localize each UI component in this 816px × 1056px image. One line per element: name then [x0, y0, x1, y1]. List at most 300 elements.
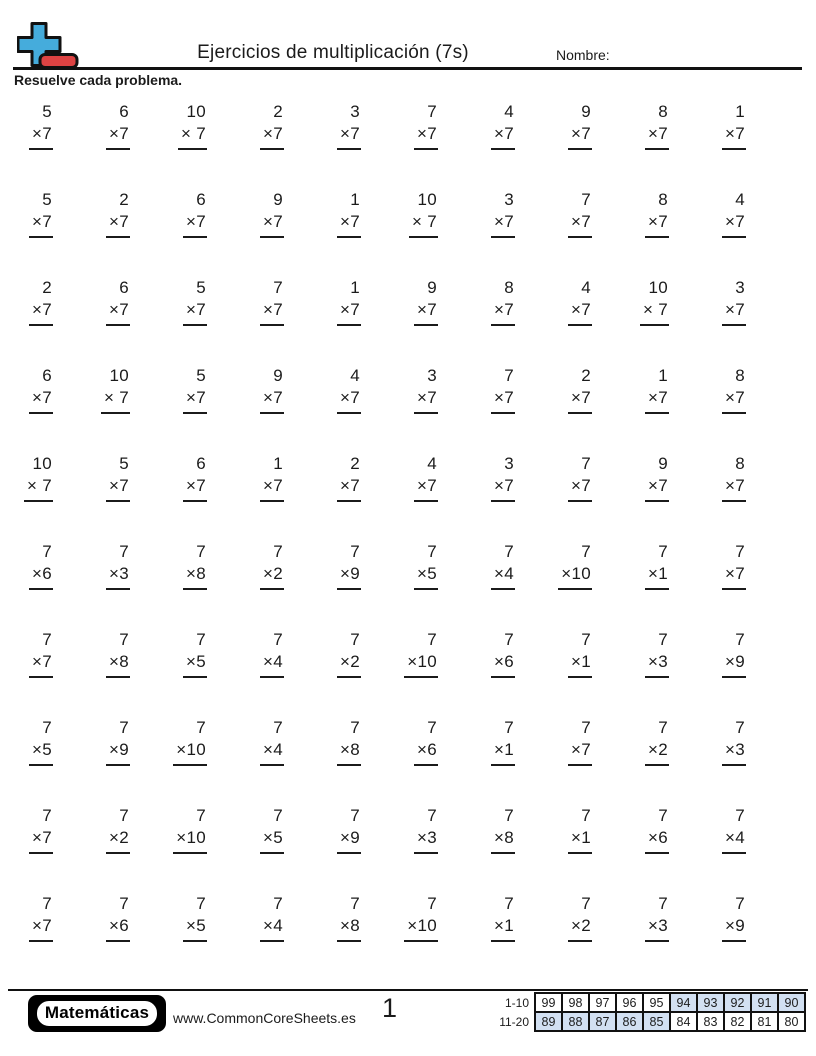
- multiplication-problem: [568, 189, 592, 238]
- problem-cell: [539, 805, 616, 893]
- multiplicand: 5: [196, 366, 206, 385]
- multiplication-problem: [491, 277, 515, 326]
- score-range-label: 11-20: [499, 1014, 529, 1029]
- multiplier: ×7: [725, 300, 745, 319]
- problem-cell: [77, 717, 154, 805]
- multiplication-problem: [260, 717, 284, 766]
- problem-cell: [231, 453, 308, 541]
- multiplicand: 7: [735, 718, 745, 737]
- multiplication-problem: [106, 629, 130, 678]
- multiplicand: 9: [581, 102, 591, 121]
- problem-cell: [0, 893, 77, 981]
- multiplicand: 7: [350, 630, 360, 649]
- problem-cell: [154, 629, 231, 717]
- score-cell: 85: [643, 1012, 670, 1031]
- multiplication-problem: [491, 805, 515, 854]
- problem-cell: [385, 365, 462, 453]
- problem-cell: [616, 189, 693, 277]
- multiplication-problem: [173, 805, 207, 854]
- multiplicand: 1: [350, 190, 360, 209]
- problem-cell: [693, 189, 770, 277]
- multiplication-problem: [183, 277, 207, 326]
- score-cell: 86: [616, 1012, 643, 1031]
- multiplier: ×7: [417, 388, 437, 407]
- multiplication-problem: [722, 365, 746, 414]
- multiplier: ×7: [263, 212, 283, 231]
- multiplicand: 7: [427, 806, 437, 825]
- multiplier: ×7: [32, 212, 52, 231]
- multiplicand: 10: [109, 366, 129, 385]
- multiplication-problem: [414, 277, 438, 326]
- multiplier: ×3: [648, 652, 668, 671]
- problem-cell: [693, 717, 770, 805]
- score-table-body: [493, 993, 805, 1031]
- multiplicand: 7: [581, 806, 591, 825]
- multiplication-problem: [29, 893, 53, 942]
- score-cell: 80: [778, 1012, 805, 1031]
- multiplicand: 7: [658, 718, 668, 737]
- multiplier: ×7: [109, 476, 129, 495]
- problem-cell: [0, 541, 77, 629]
- multiplier: ×4: [263, 916, 283, 935]
- multiplication-problem: [260, 101, 284, 150]
- multiplicand: 1: [350, 278, 360, 297]
- multiplication-problem: [568, 717, 592, 766]
- multiplier: ×7: [417, 124, 437, 143]
- multiplicand: 7: [119, 630, 129, 649]
- problem-cell: [462, 629, 539, 717]
- multiplicand: 7: [658, 542, 668, 561]
- multiplication-problem: [106, 189, 130, 238]
- multiplicand: 7: [42, 542, 52, 561]
- multiplier: ×10: [407, 916, 437, 935]
- multiplication-problem: [491, 189, 515, 238]
- multiplicand: 10: [186, 102, 206, 121]
- multiplication-problem: [568, 277, 592, 326]
- multiplication-problem: [101, 365, 130, 414]
- multiplication-problem: [337, 189, 361, 238]
- multiplier: ×7: [109, 212, 129, 231]
- multiplier: ×6: [494, 652, 514, 671]
- multiplication-problem: [722, 893, 746, 942]
- problem-cell: [693, 453, 770, 541]
- problem-cell: [308, 101, 385, 189]
- multiplicand: 7: [119, 718, 129, 737]
- multiplicand: 7: [119, 806, 129, 825]
- problem-cell: [0, 277, 77, 365]
- score-cell: 93: [697, 993, 724, 1012]
- multiplicand: 6: [42, 366, 52, 385]
- multiplicand: 6: [119, 278, 129, 297]
- problem-cell: [385, 189, 462, 277]
- problem-cell: [539, 893, 616, 981]
- multiplicand: 8: [735, 366, 745, 385]
- multiplication-problem: [29, 805, 53, 854]
- multiplication-problem: [645, 101, 669, 150]
- multiplicand: 8: [735, 454, 745, 473]
- multiplication-problem: [414, 805, 438, 854]
- multiplicand: 2: [42, 278, 52, 297]
- problem-cell: [693, 805, 770, 893]
- multiplier: ×9: [109, 740, 129, 759]
- multiplicand: 7: [427, 718, 437, 737]
- problem-cell: [154, 541, 231, 629]
- problem-cell: [154, 365, 231, 453]
- problem-cell: [308, 893, 385, 981]
- multiplicand: 7: [504, 630, 514, 649]
- multiplier: ×7: [494, 124, 514, 143]
- footer-divider: [8, 989, 808, 991]
- multiplier: ×7: [186, 476, 206, 495]
- multiplication-problem: [337, 365, 361, 414]
- multiplication-problem: [260, 189, 284, 238]
- multiplication-problem: [106, 541, 130, 590]
- problem-cell: [462, 365, 539, 453]
- multiplicand: 7: [350, 718, 360, 737]
- multiplicand: 8: [504, 278, 514, 297]
- problem-cell: [462, 277, 539, 365]
- problem-cell: [0, 629, 77, 717]
- multiplicand: 7: [273, 718, 283, 737]
- multiplicand: 4: [427, 454, 437, 473]
- multiplier: ×7: [32, 388, 52, 407]
- multiplication-problem: [260, 277, 284, 326]
- multiplicand: 9: [273, 190, 283, 209]
- score-row: [493, 1012, 805, 1031]
- multiplication-problem: [183, 541, 207, 590]
- multiplier: ×1: [648, 564, 668, 583]
- problem-cell: [77, 101, 154, 189]
- multiplicand: 7: [581, 190, 591, 209]
- multiplier: ×3: [417, 828, 437, 847]
- multiplier: ×6: [109, 916, 129, 935]
- problem-cell: [77, 805, 154, 893]
- multiplication-problem: [29, 717, 53, 766]
- multiplicand: 7: [196, 718, 206, 737]
- multiplicand: 7: [504, 718, 514, 737]
- problem-cell: [462, 717, 539, 805]
- multiplicand: 7: [196, 806, 206, 825]
- score-range-label: 1-10: [504, 995, 529, 1010]
- problem-cell: [0, 189, 77, 277]
- multiplicand: 5: [196, 278, 206, 297]
- score-table: [493, 992, 806, 1032]
- multiplicand: 2: [119, 190, 129, 209]
- multiplier: ×4: [725, 828, 745, 847]
- problem-cell: [308, 453, 385, 541]
- multiplier: ×7: [648, 212, 668, 231]
- multiplier: ×10: [561, 564, 591, 583]
- multiplier: × 7: [180, 124, 206, 143]
- score-cell: 88: [562, 1012, 589, 1031]
- multiplicand: 7: [119, 894, 129, 913]
- multiplicand: 4: [504, 102, 514, 121]
- multiplicand: 7: [350, 542, 360, 561]
- multiplication-problem: [414, 453, 438, 502]
- problem-cell: [77, 893, 154, 981]
- multiplication-problem: [491, 541, 515, 590]
- problem-cell: [231, 189, 308, 277]
- multiplication-problem: [414, 101, 438, 150]
- multiplicand: 1: [658, 366, 668, 385]
- multiplier: ×7: [648, 124, 668, 143]
- problem-cell: [385, 101, 462, 189]
- multiplier: ×8: [340, 916, 360, 935]
- score-cell: 89: [535, 1012, 562, 1031]
- multiplication-problem: [29, 365, 53, 414]
- problem-cell: [539, 277, 616, 365]
- problem-cell: [231, 101, 308, 189]
- multiplicand: 7: [196, 542, 206, 561]
- problem-cell: [616, 717, 693, 805]
- problem-cell: [154, 805, 231, 893]
- multiplier: ×7: [725, 564, 745, 583]
- multiplication-problem: [722, 541, 746, 590]
- multiplicand: 7: [273, 894, 283, 913]
- multiplicand: 2: [273, 102, 283, 121]
- multiplicand: 7: [658, 630, 668, 649]
- multiplier: ×7: [725, 476, 745, 495]
- multiplicand: 6: [196, 454, 206, 473]
- multiplier: ×8: [494, 828, 514, 847]
- multiplicand: 9: [658, 454, 668, 473]
- multiplication-problem: [568, 805, 592, 854]
- problem-cell: [693, 541, 770, 629]
- score-row: [493, 993, 805, 1012]
- problem-cell: [77, 189, 154, 277]
- multiplier: ×9: [725, 916, 745, 935]
- multiplication-problem: [722, 629, 746, 678]
- multiplication-problem: [404, 629, 438, 678]
- multiplier: × 7: [103, 388, 129, 407]
- multiplier: ×1: [571, 828, 591, 847]
- multiplication-problem: [337, 541, 361, 590]
- multiplicand: 7: [42, 718, 52, 737]
- problem-cell: [616, 101, 693, 189]
- problem-cell: [77, 453, 154, 541]
- multiplication-problem: [568, 453, 592, 502]
- multiplier: ×7: [32, 652, 52, 671]
- multiplicand: 7: [581, 454, 591, 473]
- multiplicand: 7: [658, 806, 668, 825]
- multiplication-problem: [337, 453, 361, 502]
- problem-cell: [308, 365, 385, 453]
- multiplier: ×2: [340, 652, 360, 671]
- multiplier: ×7: [648, 388, 668, 407]
- multiplication-problem: [106, 277, 130, 326]
- multiplier: ×8: [186, 564, 206, 583]
- multiplication-problem: [337, 277, 361, 326]
- multiplication-problem: [337, 101, 361, 150]
- problem-cell: [616, 453, 693, 541]
- multiplication-problem: [29, 101, 53, 150]
- multiplier: ×2: [263, 564, 283, 583]
- multiplication-problem: [491, 893, 515, 942]
- problem-cell: [154, 453, 231, 541]
- multiplier: ×7: [571, 740, 591, 759]
- problem-cell: [385, 629, 462, 717]
- multiplier: ×7: [571, 124, 591, 143]
- multiplier: × 7: [642, 300, 668, 319]
- multiplication-problem: [640, 277, 669, 326]
- multiplication-problem: [183, 629, 207, 678]
- score-cell: 98: [562, 993, 589, 1012]
- multiplier: ×7: [725, 388, 745, 407]
- problem-cell: [462, 541, 539, 629]
- multiplication-problem: [645, 365, 669, 414]
- footer: [0, 989, 816, 1039]
- multiplication-problem: [29, 277, 53, 326]
- multiplicand: 2: [350, 454, 360, 473]
- problem-cell: [616, 893, 693, 981]
- multiplier: ×7: [186, 212, 206, 231]
- multiplication-problem: [106, 101, 130, 150]
- multiplication-problem: [29, 189, 53, 238]
- multiplier: ×7: [417, 476, 437, 495]
- problem-cell: [77, 277, 154, 365]
- multiplicand: 4: [350, 366, 360, 385]
- multiplicand: 7: [119, 542, 129, 561]
- multiplicand: 8: [658, 190, 668, 209]
- multiplication-problem: [558, 541, 592, 590]
- multiplication-problem: [645, 189, 669, 238]
- problem-cell: [0, 101, 77, 189]
- problem-cell: [539, 717, 616, 805]
- score-cell: 84: [670, 1012, 697, 1031]
- multiplication-problem: [409, 189, 438, 238]
- multiplicand: 9: [427, 278, 437, 297]
- problem-cell: [462, 893, 539, 981]
- problem-cell: [539, 189, 616, 277]
- multiplier: ×4: [494, 564, 514, 583]
- multiplication-problem: [568, 101, 592, 150]
- multiplication-problem: [645, 453, 669, 502]
- multiplier: ×7: [571, 388, 591, 407]
- multiplication-problem: [491, 717, 515, 766]
- multiplication-problem: [173, 717, 207, 766]
- multiplicand: 7: [504, 806, 514, 825]
- multiplication-problem: [106, 453, 130, 502]
- multiplicand: 4: [735, 190, 745, 209]
- multiplier: ×9: [340, 564, 360, 583]
- problem-cell: [616, 805, 693, 893]
- problem-cell: [0, 805, 77, 893]
- multiplication-problem: [106, 893, 130, 942]
- multiplicand: 7: [581, 630, 591, 649]
- multiplicand: 7: [735, 806, 745, 825]
- multiplication-problem: [722, 101, 746, 150]
- problem-cell: [231, 893, 308, 981]
- multiplicand: 7: [581, 542, 591, 561]
- multiplicand: 9: [273, 366, 283, 385]
- problem-cell: [539, 101, 616, 189]
- multiplier: ×10: [176, 740, 206, 759]
- problem-cell: [154, 717, 231, 805]
- multiplicand: 7: [735, 894, 745, 913]
- multiplicand: 10: [32, 454, 52, 473]
- multiplicand: 7: [735, 630, 745, 649]
- problem-cell: [231, 365, 308, 453]
- multiplication-problem: [645, 805, 669, 854]
- multiplicand: 7: [273, 806, 283, 825]
- multiplier: ×7: [32, 300, 52, 319]
- multiplicand: 3: [427, 366, 437, 385]
- score-cell: 92: [724, 993, 751, 1012]
- multiplication-problem: [183, 453, 207, 502]
- multiplication-problem: [260, 893, 284, 942]
- multiplication-problem: [414, 365, 438, 414]
- score-cell: 94: [670, 993, 697, 1012]
- multiplication-problem: [645, 541, 669, 590]
- multiplier: ×7: [340, 388, 360, 407]
- multiplier: ×7: [263, 300, 283, 319]
- multiplier: ×7: [263, 476, 283, 495]
- multiplier: ×5: [32, 740, 52, 759]
- problem-cell: [462, 453, 539, 541]
- multiplier: ×7: [648, 476, 668, 495]
- multiplier: × 7: [411, 212, 437, 231]
- multiplicand: 10: [648, 278, 668, 297]
- multiplication-problem: [260, 805, 284, 854]
- multiplicand: 7: [196, 630, 206, 649]
- multiplier: ×4: [263, 652, 283, 671]
- multiplication-problem: [29, 541, 53, 590]
- score-cell: 97: [589, 993, 616, 1012]
- multiplier: ×8: [340, 740, 360, 759]
- multiplier: ×7: [494, 388, 514, 407]
- multiplier: ×7: [340, 476, 360, 495]
- multiplication-problem: [491, 101, 515, 150]
- multiplicand: 1: [735, 102, 745, 121]
- multiplicand: 7: [658, 894, 668, 913]
- multiplicand: 8: [658, 102, 668, 121]
- problem-cell: [616, 277, 693, 365]
- problem-cell: [231, 717, 308, 805]
- problem-cell: [616, 365, 693, 453]
- multiplier: ×7: [571, 300, 591, 319]
- multiplication-problem: [645, 629, 669, 678]
- problem-cell: [154, 277, 231, 365]
- problem-cell: [462, 101, 539, 189]
- multiplication-problem: [414, 541, 438, 590]
- multiplicand: 3: [504, 454, 514, 473]
- multiplier: ×2: [648, 740, 668, 759]
- multiplicand: 5: [42, 102, 52, 121]
- page-number: 1: [382, 993, 398, 1023]
- multiplier: ×5: [186, 916, 206, 935]
- multiplicand: 7: [273, 542, 283, 561]
- multiplication-problem: [568, 365, 592, 414]
- multiplier: ×2: [571, 916, 591, 935]
- multiplier: ×7: [494, 476, 514, 495]
- problem-cell: [539, 365, 616, 453]
- multiplicand: 6: [196, 190, 206, 209]
- multiplication-problem: [722, 277, 746, 326]
- score-cell: 99: [535, 993, 562, 1012]
- name-label: Nombre:: [556, 47, 610, 63]
- problem-cell: [308, 717, 385, 805]
- multiplier: ×7: [494, 300, 514, 319]
- problem-cell: [154, 101, 231, 189]
- multiplier: ×7: [417, 300, 437, 319]
- brand-logo: [28, 995, 166, 1032]
- problem-cell: [308, 189, 385, 277]
- problem-cell: [693, 277, 770, 365]
- multiplier: ×9: [340, 828, 360, 847]
- header-divider: [13, 67, 802, 70]
- multiplier: ×4: [263, 740, 283, 759]
- multiplier: ×7: [32, 916, 52, 935]
